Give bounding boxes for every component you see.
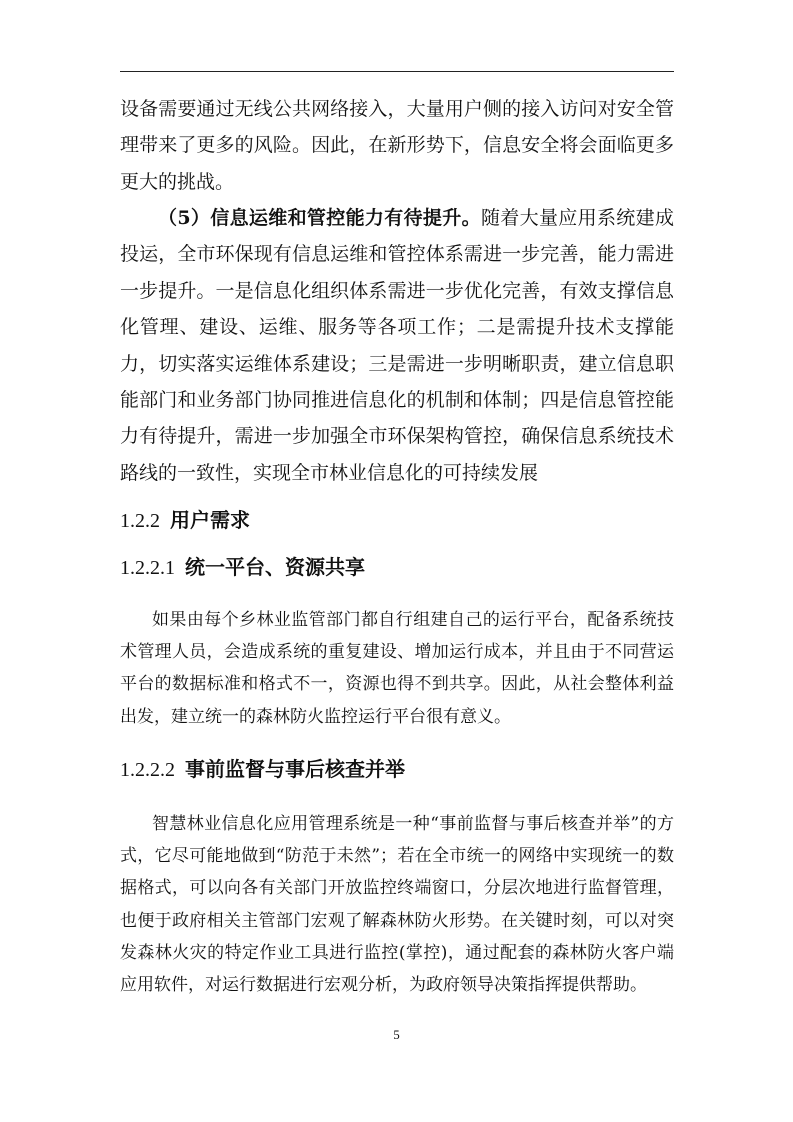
paragraph-unified-platform: 如果由每个乡林业监管部门都自行组建自己的运行平台，配备系统技术管理人员，会造成系统的重复建设、增加运行成本，并且由于不同营运平台的数据标准和格式不一，资源也得不到共享。因此，从社会整体利益出发，建立统一的森林防火监控运行平台很有意义。 <box>120 610 674 727</box>
section-number: 1.2.2 <box>120 510 160 532</box>
intro-paragraph: 设备需要通过无线公共网络接入，大量用户侧的接入访问对安全管理带来了更多的风险。因此，在新形势下，信息安全将会面临更多更大的挑战。 <box>120 98 674 193</box>
page-number: 5 <box>393 1027 400 1042</box>
paragraph-supervision: 智慧林业信息化应用管理系统是一种“事前监督与事后核查并举”的方式，它尽可能地做到“防范于未然”；若在全市统一的网络中实现统一的数据格式，可以向各有关部门开放监控终端窗口，分层次地进行监督管理，也便于政府相关主管部门宏观了解森林防火形势。在关键时刻，可以对突发森林火灾的特定作业工具进行监控(掌控)，通过配套的森林防火客户端应用软件，对运行数据进行宏观分析，为政府领导决策指挥提供帮助。 <box>120 814 674 996</box>
point-5-lead: （5）信息运维和管控能力有待提升。 <box>158 207 481 229</box>
point-5-paragraph <box>120 200 674 491</box>
section-heading-1-2-2 <box>120 506 674 535</box>
section-number: 1.2.2.2 <box>120 759 175 781</box>
header-rule <box>120 71 674 72</box>
section-title: 用户需求 <box>170 508 250 532</box>
section-title: 事前监督与事后核查并举 <box>185 757 405 781</box>
point-5-body: 随着大量应用系统建成投运，全市环保现有信息运维和管控体系需进一步完善，能力需进一步提升。一是信息化组织体系需进一步优化完善，有效支撑信息化管理、建设、运维、服务等各项工作；二是需提升技术支撑能力，切实落实运维体系建设；三是需进一步明晰职责，建立信息职能部门和业务部门协同推进信息化的机制和体制；四是信息管控能力有待提升，需进一步加强全市环保架构管控，确保信息系统技术路线的一致性，实现全市林业信息化的可持续发展 <box>120 207 674 484</box>
section-heading-1-2-2-1 <box>120 553 674 582</box>
section-heading-1-2-2-2 <box>120 755 674 784</box>
section-number: 1.2.2.1 <box>120 557 175 579</box>
section-title: 统一平台、资源共享 <box>185 555 365 579</box>
